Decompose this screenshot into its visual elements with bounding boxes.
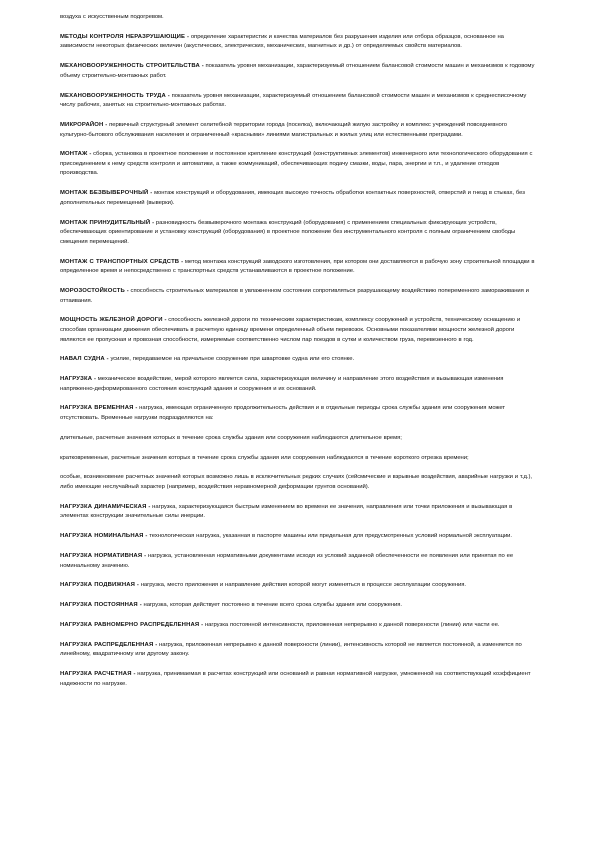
entry-term: МОНТАЖ С ТРАНСПОРТНЫХ СРЕДСТВ: [60, 258, 180, 265]
entry-definition: усилие, передаваемое на причальное сооружение при швартовке судна или его стоянке.: [110, 356, 355, 363]
entry-methods-ndt: МЕТОДЫ КОНТРОЛЯ НЕРАЗРУШАЮЩИЕ - определение характеристик и качества материалов без разрушения изделия или отбора образцов, основанное на зависимости некоторых физических величин (акустических, электрических, механических, магнитных и др.) от определяемых свойств материалов.: [60, 33, 504, 50]
entry-continuation: [60, 13, 535, 23]
entry-term: НАГРУЗКА РАВНОМЕРНО РАСПРЕДЕЛЕННАЯ: [60, 621, 200, 628]
entry-definition: метод монтажа конструкций заводского изготовления, при котором они доставляются в рабочую зону строительной площадки в определенное время и непосредственно с транспортных средств устанавливаются в проектное положение.: [60, 258, 535, 275]
entry-load-special: [60, 473, 535, 492]
entry-load-permanent: НАГРУЗКА ПОСТОЯННАЯ - нагрузка, которая действует постоянно в течение всего срока службы здания или сооружения.: [60, 602, 403, 609]
entry-montage: МОНТАЖ - сборка, установка в проектное положение и постоянное крепление конструкций (конструктивных элементов) инженерного или технологического оборудования с присоединением к нему средств контроля и автоматики, а также коммуникаций, обеспечивающих подачу смазки, воды, пара, энергии и т.п., и удаление отходов производства.: [60, 151, 533, 177]
entry-ship-impact: НАВАЛ СУДНА - усилие, передаваемое на причальное сооружение при швартовке судна или его стоянке.: [60, 356, 355, 363]
entry-definition: нагрузка, приложенная непрерывно к данной поверхности (линии), интенсивность которой не является постоянной, а изменяется по линейному, квадратичному или другому закону.: [60, 641, 522, 658]
entry-load-uniform: НАГРУЗКА РАВНОМЕРНО РАСПРЕДЕЛЕННАЯ - нагрузка постоянной интенсивности, приложенная непрерывно к данной поверхности (линии) или части ее.: [60, 621, 500, 628]
entry-term: НАГРУЗКА ДИНАМИЧЕСКАЯ: [60, 503, 147, 510]
entry-term: МОНТАЖ: [60, 151, 88, 158]
entry-term: МОНТАЖ БЕЗВЫВЕРОЧНЫЙ: [60, 190, 149, 197]
entry-term: НАГРУЗКА ПОСТОЯННАЯ: [60, 602, 138, 609]
entry-load-dynamic: НАГРУЗКА ДИНАМИЧЕСКАЯ - нагрузка, характеризующаяся быстрым изменением во времени ее значения, направления или точки приложения и вызывающая в элементах конструкции значительные силы инерции.: [60, 503, 513, 520]
entry-load-normative: НАГРУЗКА НОРМАТИВНАЯ - нагрузка, установленная нормативными документами исходя из условий заданной обеспеченности ее появления или принятая по ее номинальному значению.: [60, 552, 514, 569]
entry-load-distributed: НАГРУЗКА РАСПРЕДЕЛЕННАЯ - нагрузка, приложенная непрерывно к данной поверхности (линии), интенсивность которой не является постоянной, а изменяется по линейному, квадратичному или другому закону.: [60, 641, 522, 658]
entry-term: МЕТОДЫ КОНТРОЛЯ НЕРАЗРУШАЮЩИЕ: [60, 33, 186, 40]
entry-load-moving: НАГРУЗКА ПОДВИЖНАЯ - нагрузка, место приложения и направление действия которой могут изменяться в процессе эксплуатации сооружения.: [60, 582, 466, 589]
entry-definition: особые, возникновение расчетных значений которых возможно лишь в исключительных редких случаях (сейсмические и взрывные воздействия, аварийные нагрузки и т.д.), либо имеющие неслучайный характер (например, воздействия неравномерной деформации грунтов оснований).: [60, 474, 532, 490]
entry-term: МОРОЗОСТОЙКОСТЬ: [60, 287, 125, 294]
entry-definition: технологическая нагрузка, указанная в паспорте машины или предельная для предусмотренных условий нормальной эксплуатации.: [149, 533, 513, 540]
entry-mechanization-labor: МЕХАНОВООРУЖЕННОСТЬ ТРУДА - показатель уровня механизации, характеризуемый отношением балансовой стоимости машин и механизмов к среднесписочному числу рабочих, занятых на строительно-монтажных работах.: [60, 92, 527, 109]
entry-load: НАГРУЗКА - механическое воздействие, мерой которого является сила, характеризующая величину и направление этого воздействия и вызывающая изменения напряженно-деформированного состояния конструкций здания и сооружения и их оснований.: [60, 376, 504, 392]
entry-definition: механическое воздействие, мерой которого является сила, характеризующая величину и направление этого воздействия и вызывающая изменения напряженно-деформированного состояния конструкций здания и сооружения и их оснований.: [60, 376, 504, 392]
entry-definition: воздуха с искусственным подогревом.: [60, 14, 164, 20]
entry-montage-forced: МОНТАЖ ПРИНУДИТЕЛЬНЫЙ - разновидность безвыверочного монтажа конструкций (оборудования) с применением специальных фиксирующих устройств, обеспечивающих ориентирование и установку конструкций (оборудования) в проектное положение без инструментального контроля с полным ограничением свободы смещения перемещений.: [60, 219, 516, 245]
entry-term: НАГРУЗКА РАСПРЕДЕЛЕННАЯ: [60, 641, 154, 648]
entry-term: МОНТАЖ ПРИНУДИТЕЛЬНЫЙ: [60, 219, 151, 226]
entry-load-temporary: НАГРУЗКА ВРЕМЕННАЯ - нагрузка, имеющая ограниченную продолжительность действия и в отдельные периоды срока службы здания или сооружения может отсутствовать. Временные нагрузки подразделяются на:: [60, 405, 506, 422]
entry-term: НАВАЛ СУДНА: [60, 356, 105, 363]
entry-montage-from-vehicles: МОНТАЖ С ТРАНСПОРТНЫХ СРЕДСТВ - метод монтажа конструкций заводского изготовления, при котором они доставляются в рабочую зону строительной площадки в определенное время и непосредственно с транспортных средств устанавливаются в проектное положение.: [60, 258, 535, 275]
entry-term: МЕХАНОВООРУЖЕННОСТЬ ТРУДА: [60, 92, 166, 99]
entry-load-design: НАГРУЗКА РАСЧЕТНАЯ - нагрузка, принимаемая в расчетах конструкций или оснований и равная нормативной нагрузке, умноженной на соответствующий коэффициент надежности по нагрузке.: [60, 671, 531, 687]
entry-definition: нагрузка, место приложения и направление действия которой могут изменяться в процессе эксплуатации сооружения.: [140, 582, 466, 589]
entry-term: МИКРОРАЙОН: [60, 121, 104, 128]
entry-term: МОЩНОСТЬ ЖЕЛЕЗНОЙ ДОРОГИ: [60, 317, 163, 324]
entry-load-nominal: НАГРУЗКА НОМИНАЛЬНАЯ - технологическая нагрузка, указанная в паспорте машины или предельная для предусмотренных условий нормальной эксплуатации.: [60, 533, 513, 540]
entry-definition: способность строительных материалов в увлажненном состоянии сопротивляться разрушающему воздействию попеременного замораживания и оттаивания.: [60, 287, 529, 304]
entry-term: НАГРУЗКА: [60, 376, 93, 383]
entry-definition: нагрузка постоянной интенсивности, приложенная непрерывно к данной поверхности (линии) или части ее.: [204, 621, 500, 628]
entry-definition: нагрузка, характеризующаяся быстрым изменением во времени ее значения, направления или точки приложения и вызывающая в элементах конструкции значительные силы инерции.: [60, 503, 513, 520]
entry-mechanization-construction: МЕХАНОВООРУЖЕННОСТЬ СТРОИТЕЛЬСТВА - показатель уровня механизации, характеризуемый отношением балансовой стоимости машин и механизмов к годовому объему строительно-монтажных работ.: [60, 63, 535, 79]
entry-load-long-term: [60, 434, 535, 444]
entry-definition: нагрузка, которая действует постоянно в течение всего срока службы здания или сооружения.: [143, 602, 403, 609]
entry-definition: показатель уровня механизации, характеризуемый отношением балансовой стоимости машин и механизмов к среднесписочному числу рабочих, занятых на строительно-монтажных работах.: [60, 92, 527, 109]
entry-definition: нагрузка, имеющая ограниченную продолжительность действия и в отдельные периоды срока службы здания или сооружения может отсутствовать. Временные нагрузки подразделяются на:: [60, 405, 506, 422]
entry-definition: монтаж конструкций и оборудования, имеющих высокую точность обработки контактных поверхностей, отверстий и гнезд в стыках, без дополнительных перемещений (выверки).: [60, 190, 525, 206]
entry-definition: определение характеристик и качества материалов без разрушения изделия или отбора образцов, основанное на зависимости некоторых физических величин (акустических, электрических, механических, магнитных и др.) от определяемых свойств материалов.: [60, 33, 504, 50]
entry-term: МЕХАНОВООРУЖЕННОСТЬ СТРОИТЕЛЬСТВА: [60, 63, 200, 70]
entry-term: НАГРУЗКА НОРМАТИВНАЯ: [60, 552, 143, 559]
entry-definition: сборка, установка в проектное положение и постоянное крепление конструкций (конструктивных элементов) инженерного или технологического оборудования с присоединением к нему средств контроля и автоматики, а также коммуникаций, обеспечивающих подачу смазки, воды, пара, энергии и т.п., и удаление отходов производства.: [60, 151, 533, 177]
entry-definition: показатель уровня механизации, характеризуемый отношением балансовой стоимости машин и механизмов к годовому объему строительно-монтажных работ.: [60, 63, 535, 79]
entry-definition: нагрузка, принимаемая в расчетах конструкций или оснований и равная нормативной нагрузке, умноженной на соответствующий коэффициент надежности по нагрузке.: [60, 671, 531, 687]
entry-term: НАГРУЗКА ВРЕМЕННАЯ: [60, 405, 134, 412]
entry-frost-resistance: МОРОЗОСТОЙКОСТЬ - способность строительных материалов в увлажненном состоянии сопротивляться разрушающему воздействию попеременного замораживания и оттаивания.: [60, 287, 529, 304]
entry-term: НАГРУЗКА ПОДВИЖНАЯ: [60, 582, 136, 589]
entry-definition: длительные, расчетные значения которых в течение срока службы здания или сооружения наблюдаются длительное время;: [60, 434, 402, 441]
entry-microdistrict: МИКРОРАЙОН - первичный структурный элемент селитебной территории города (поселка), включающий жилую застройку и комплекс учреждений повседневного культурно-бытового обслуживания населения и ограниченный «красными» линиями магистральных и жилых улиц или естественными преградами.: [60, 121, 507, 138]
entry-definition: способность железной дороги по техническим характеристикам, комплексу сооружений и устройств, техническому оснащению и способам организации движения обеспечивать в расчетную единицу времени определенный объем перевозок. Основными показателями мощности железной дороги являются ее пропускная и провозная способности, измеряемые соответственно числом пар поездов в сутки и количеством груза, перевезенного в год.: [60, 317, 521, 343]
entry-load-short-term: [60, 454, 535, 464]
entry-definition: первичный структурный элемент селитебной территории города (поселка), включающий жилую застройку и комплекс учреждений повседневного культурно-бытового обслуживания населения и ограниченный «красными» линиями магистральных и жилых улиц или естественными преградами.: [60, 121, 507, 138]
entry-term: НАГРУЗКА РАСЧЕТНАЯ: [60, 671, 132, 678]
entry-definition: кратковременные, расчетные значения которых в течение срока службы здания или сооружения наблюдаются в течение короткого отрезка времени;: [60, 454, 469, 461]
entry-definition: нагрузка, установленная нормативными документами исходя из условий заданной обеспеченности ее появления или принятая по ее номинальному значению.: [60, 552, 514, 569]
entry-term: НАГРУЗКА НОМИНАЛЬНАЯ: [60, 533, 144, 540]
entry-montage-no-alignment: МОНТАЖ БЕЗВЫВЕРОЧНЫЙ - монтаж конструкций и оборудования, имеющих высокую точность обработки контактных поверхностей, отверстий и гнезд в стыках, без дополнительных перемещений (выверки).: [60, 190, 525, 206]
entry-railway-capacity: МОЩНОСТЬ ЖЕЛЕЗНОЙ ДОРОГИ - способность железной дороги по техническим характеристикам, комплексу сооружений и устройств, техническому оснащению и способам организации движения обеспечивать в расчетную единицу времени определенный объем перевозок. Основными показателями мощности железной дороги являются ее пропускная и провозная способности, измеряемые соответственно числом пар поездов в сутки и количеством груза, перевезенного в год.: [60, 317, 521, 343]
entry-definition: разновидность безвыверочного монтажа конструкций (оборудования) с применением специальных фиксирующих устройств, обеспечивающих ориентирование и установку конструкций (оборудования) в проектное положение без инструментального контроля с полным ограничением свободы смещения перемещений.: [60, 219, 516, 245]
